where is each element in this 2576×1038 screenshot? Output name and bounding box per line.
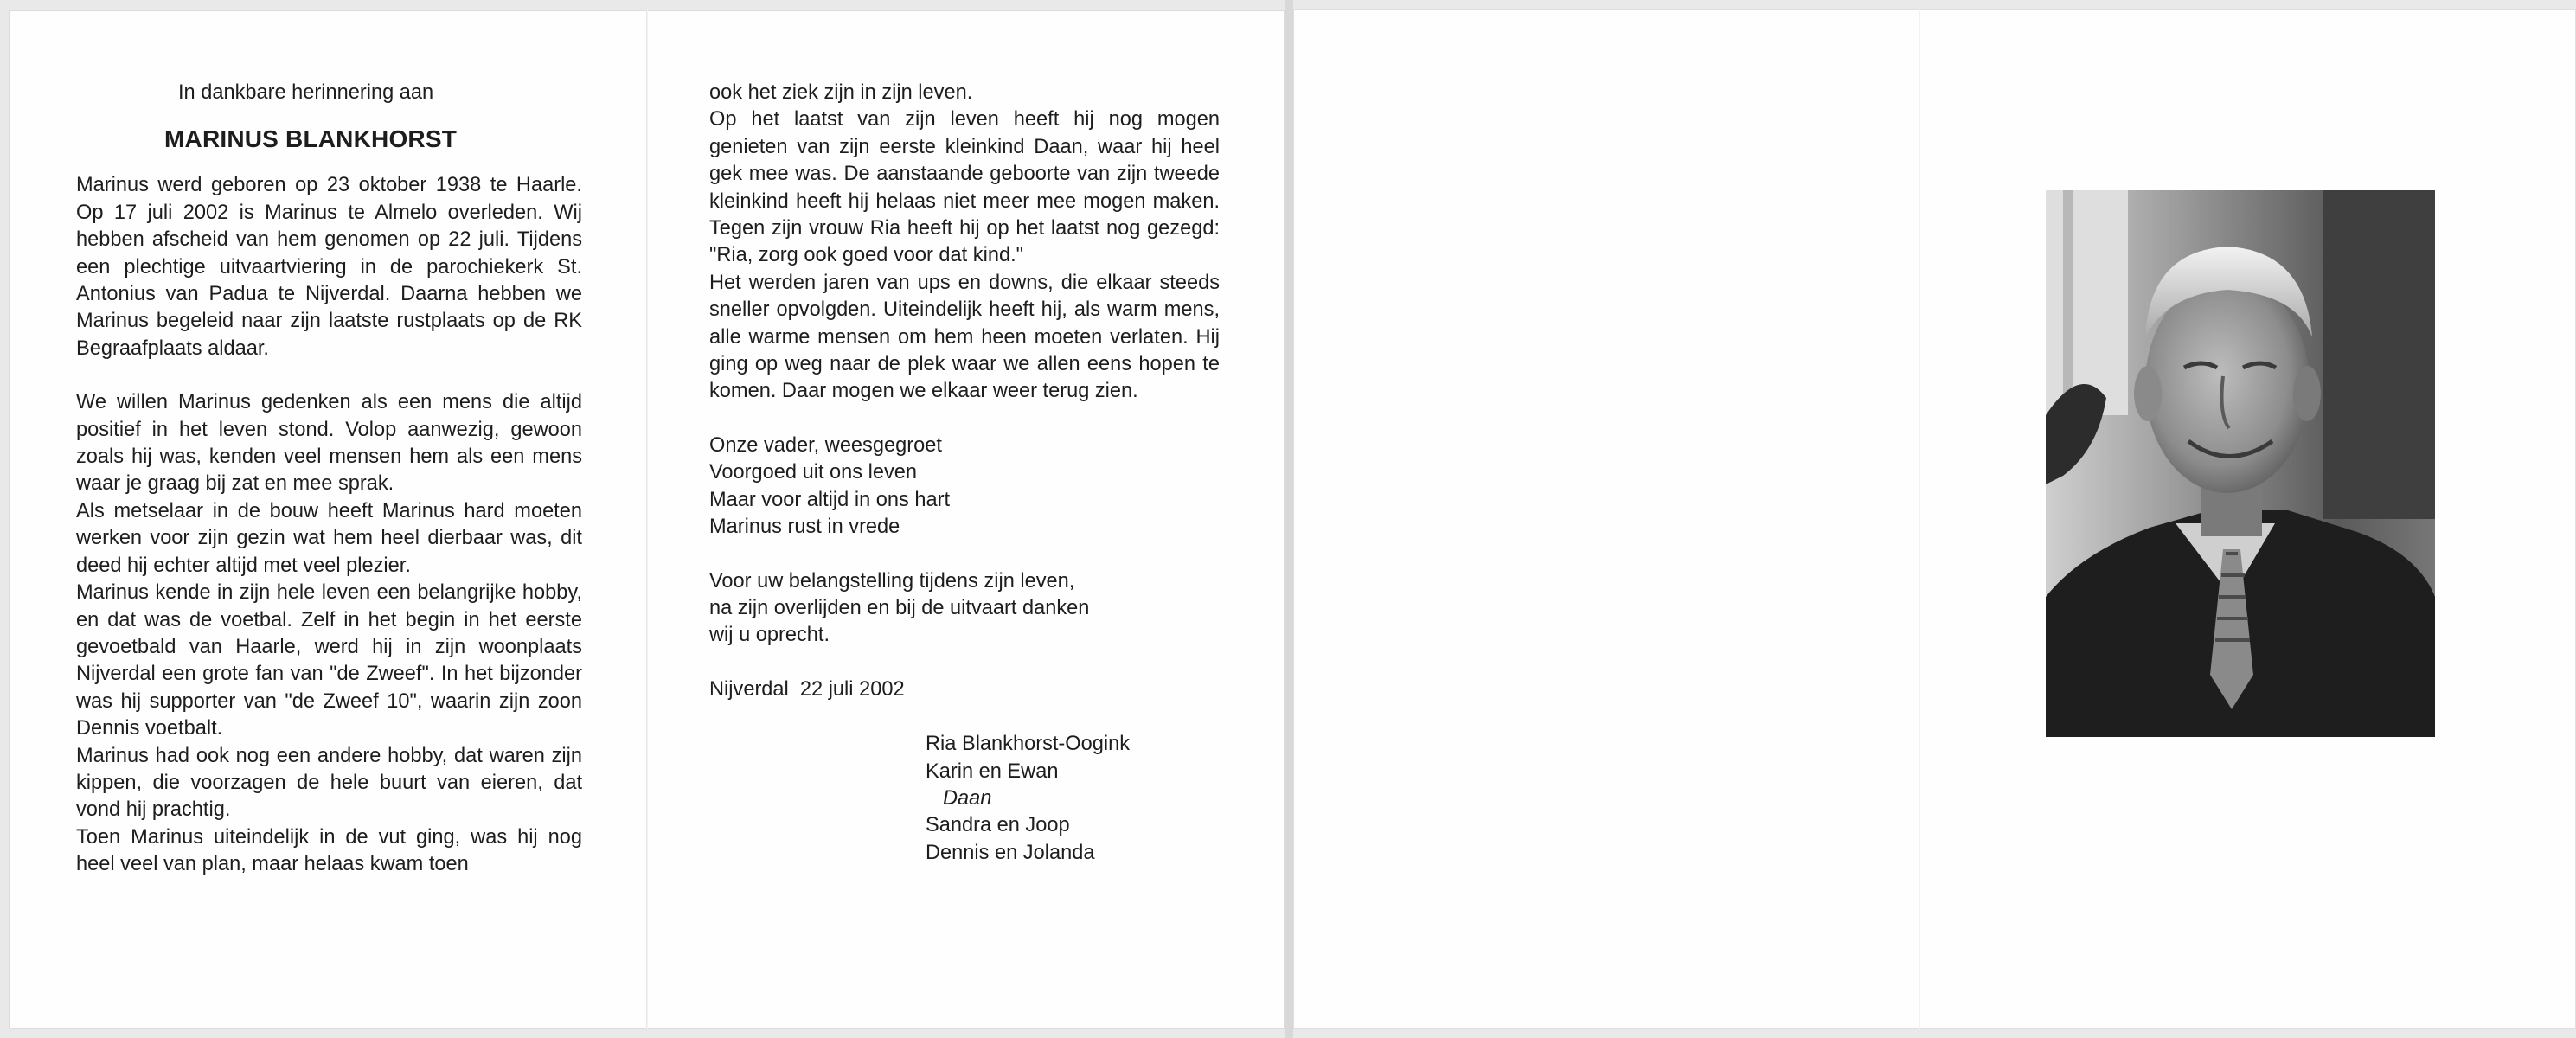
verse-line: Voorgoed uit ons leven [709, 461, 918, 484]
paragraph: Als metselaar in de bouw heeft Marinus hard moeten werken voor zijn gezin wat hem heel dierbaar was, dit deed hij echter altijd met veel plezier. [76, 499, 582, 577]
paragraph: We willen Marinus gedenken als een mens die altijd positief in het leven stond. Volop aanwezig, gewoon zoals hij was, kenden veel mensen hem als een mens waar je graag bij zat en mee sprak. [76, 391, 582, 496]
verse-line: Marinus rust in vrede [709, 516, 900, 539]
card-gap [1285, 0, 1293, 1038]
signature-line: Sandra en Joop [926, 814, 1070, 837]
signature-line: Daan [943, 786, 992, 810]
paragraph: Toen Marinus uiteindelijk in de vut ging, was hij nog heel veel van plan, maar helaas kwam toen [76, 825, 582, 876]
fold-line [1919, 9, 1920, 1029]
text-column-left [76, 80, 582, 879]
paragraph: Marinus werd geboren op 23 oktober 1938 te Haarle. Op 17 juli 2002 is Marinus te Almelo overleden. Wij hebben afscheid van hem genomen op 22 juli. Tijdens een plechtige uitvaartviering in de parochiekerk St. Antonius van Padua te Nijverdal. Daarna hebben we Marinus begeleid naar zijn laatste rustplaats op de RK Begraafplaats aldaar. [76, 174, 582, 360]
signature-line: Dennis en Jolanda [926, 841, 1095, 864]
fold-line [646, 10, 648, 1029]
portrait-photo [2046, 190, 2435, 737]
verse-line: Maar voor altijd in ons hart [709, 488, 951, 511]
card-inner-spread [9, 10, 1285, 1029]
thanks-line: na zijn overlijden en bij de uitvaart danken [709, 596, 1090, 619]
signature-line: Ria Blankhorst-Oogink [926, 733, 1131, 756]
verse [709, 432, 1220, 541]
signatures [926, 731, 1220, 867]
portrait-photo-icon [2046, 190, 2435, 737]
paragraph: ook het ziek zijn in zijn leven. [709, 81, 973, 104]
thanks-line: wij u oprecht. [709, 624, 830, 647]
signature-line: Karin en Ewan [926, 759, 1059, 783]
text-column-right [709, 80, 1220, 867]
paragraph: Op het laatst van zijn leven heeft hij nog mogen genieten van zijn eerste kleinkind Daan, waar hij heel gek mee was. De aanstaande geboorte van zijn tweede kleinkind heeft hij helaas niet meer mee mogen maken. Tegen zijn vrouw Ria heeft hij op het laatst nog gezegd: "Ria, zorg ook goed voor dat kind." [709, 108, 1220, 267]
place-date: Nijverdal 22 juli 2002 [709, 677, 905, 701]
intro-line: In dankbare herinnering aan [178, 81, 434, 104]
deceased-name: MARINUS BLANKHORST [164, 125, 458, 153]
paragraph: Het werden jaren van ups en downs, die elkaar steeds sneller opvolgden. Uiteindelijk heeft hij, als warm mens, alle warme mensen om hem heen moeten verlaten. Hij ging op weg naar de plek waar we allen eens hopen te komen. Daar mogen we elkaar weer terug zien. [709, 271, 1220, 403]
card-outer-spread [1293, 9, 2576, 1029]
paragraph: Marinus had ook nog een andere hobby, dat waren zijn kippen, die voorzagen de hele buurt van eieren, dat vond hij prachtig. [76, 744, 582, 822]
thanks-text [709, 568, 1220, 650]
paragraph: Marinus kende in zijn hele leven een belangrijke hobby, en dat was de voetbal. Zelf in het begin in het eerste gevoetbald van Haarle, werd hij in zijn woonplaats Nijverdal een grote fan van "de Zweef". In het bijzonder was hij supporter van "de Zweef 10", waarin zijn zoon Dennis voetbalt. [76, 581, 582, 740]
thanks-line: Voor uw belangstelling tijdens zijn leven, [709, 569, 1075, 593]
verse-line: Onze vader, weesgegroet [709, 433, 942, 457]
